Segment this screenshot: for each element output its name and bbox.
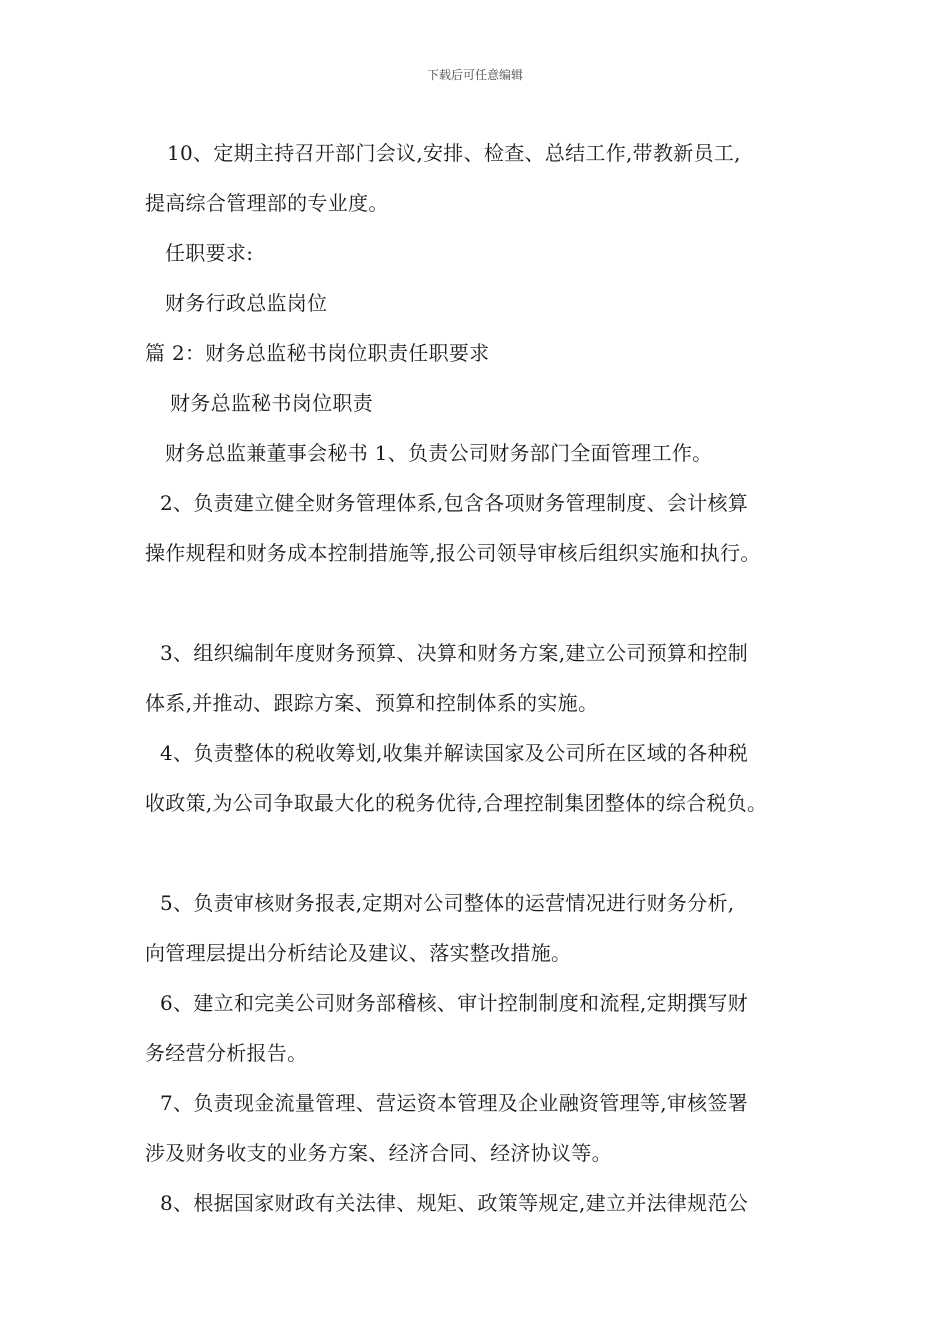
paragraph-line: 财务总监兼董事会秘书 1、负责公司财务部门全面管理工作。 [165, 441, 713, 465]
page-header: 下载后可任意编辑 [426, 68, 523, 82]
document-body [145, 128, 825, 1228]
paragraph-line: 2、负责建立健全财务管理体系,包含各项财务管理制度、会计核算 [160, 491, 749, 515]
paragraph-line: 体系,并推动、跟踪方案、预算和控制体系的实施。 [145, 691, 599, 715]
paragraph-line: 5、负责审核财务报表,定期对公司整体的运营情况进行财务分析, [160, 891, 735, 915]
paragraph-spacer [145, 828, 825, 878]
paragraph-line: 4、负责整体的税收筹划,收集并解读国家及公司所在区域的各种税 [160, 741, 749, 765]
section-heading: 财务行政总监岗位 [165, 291, 328, 315]
chapter-title: 篇 2：财务总监秘书岗位职责任职要求 [145, 341, 490, 365]
paragraph-line: 提高综合管理部的专业度。 [145, 191, 389, 215]
paragraph-line: 收政策,为公司争取最大化的税务优待,合理控制集团整体的综合税负。 [145, 791, 768, 815]
paragraph-line: 8、根据国家财政有关法律、规矩、政策等规定,建立并法律规范公 [160, 1191, 749, 1215]
section-heading: 财务总监秘书岗位职责 [170, 391, 373, 415]
paragraph-line: 7、负责现金流量管理、营运资本管理及企业融资管理等,审核签署 [160, 1091, 749, 1115]
paragraph-line: 3、组织编制年度财务预算、决算和财务方案,建立公司预算和控制 [160, 641, 749, 665]
paragraph-line: 6、建立和完美公司财务部稽核、审计控制制度和流程,定期撰写财 [160, 991, 749, 1015]
paragraph-line: 向管理层提出分析结论及建议、落实整改措施。 [145, 941, 572, 965]
paragraph-spacer [145, 578, 825, 628]
paragraph-line: 操作规程和财务成本控制措施等,报公司领导审核后组织实施和执行。 [145, 541, 761, 565]
paragraph-line: 10、定期主持召开部门会议,安排、检查、总结工作,带教新员工, [167, 141, 741, 165]
paragraph-line: 务经营分析报告。 [145, 1041, 308, 1065]
section-heading: 任职要求: [165, 241, 254, 265]
paragraph-line: 涉及财务收支的业务方案、经济合同、经济协议等。 [145, 1141, 612, 1165]
